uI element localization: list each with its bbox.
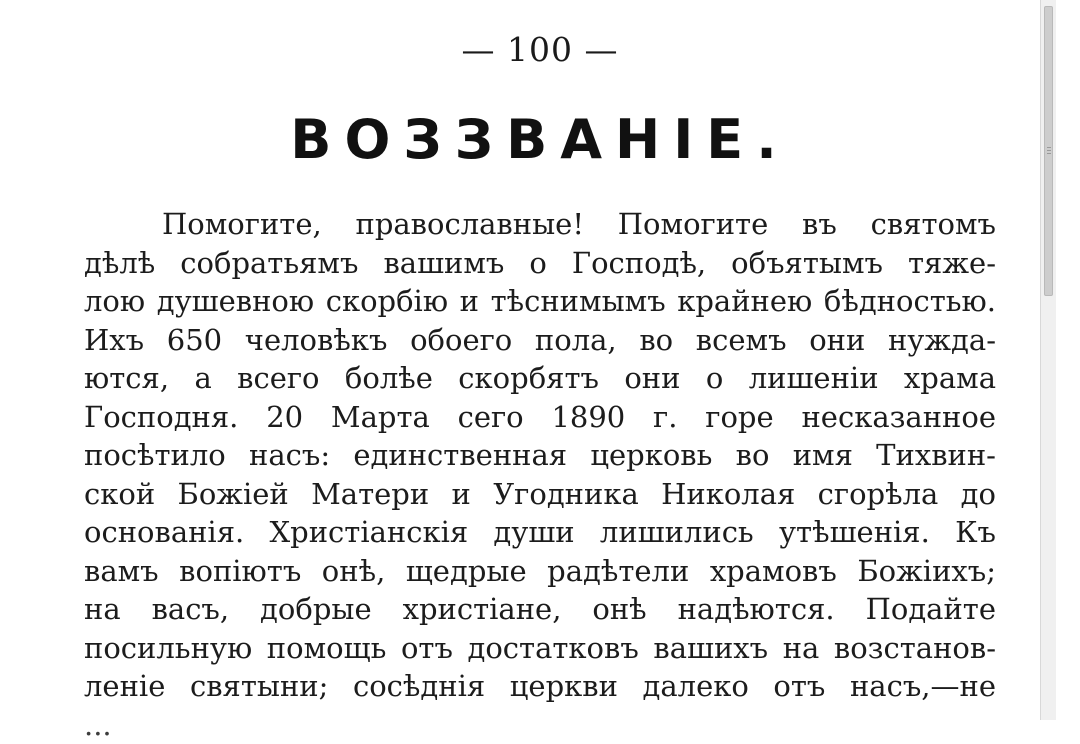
page-title: ВОЗЗВАНІЕ.	[0, 108, 1080, 171]
text-line: ются, а всего болѣе скорбятъ они о лишеніи храма	[84, 359, 996, 398]
grip-icon	[1047, 150, 1051, 151]
text-line: лою душевною скорбію и тѣснимымъ крайнею бѣдностью.	[84, 282, 996, 321]
text-line: ...	[84, 706, 996, 744]
grip-icon	[1047, 147, 1051, 148]
text-line: Помогите, православные! Помогите въ святомъ	[84, 205, 996, 244]
text-line: дѣлѣ собратьямъ вашимъ о Господѣ, объятымъ тяже-	[84, 244, 996, 283]
text-line: посильную помощь отъ достатковъ вашихъ на возстанов-	[84, 629, 996, 668]
text-line: леніе святыни; сосѣднія церкви далеко отъ насъ,—не	[84, 667, 996, 706]
text-line: вамъ вопіютъ онѣ, щедрые радѣтели храмовъ Божіихъ;	[84, 552, 996, 591]
page-number: — 100 —	[0, 30, 1080, 69]
text-line: ской Божіей Матери и Угодника Николая сгорѣла до	[84, 475, 996, 514]
grip-icon	[1047, 153, 1051, 154]
text-line: на васъ, добрые христіане, онѣ надѣются. Подайте	[84, 590, 996, 629]
text-line: посѣтило насъ: единственная церковь во имя Тихвин-	[84, 436, 996, 475]
text-line: Господня. 20 Марта сего 1890 г. горе несказанное	[84, 398, 996, 437]
body-text	[84, 205, 996, 744]
text-line: Ихъ 650 человѣкъ обоего пола, во всемъ они нужда-	[84, 321, 996, 360]
vertical-scrollbar[interactable]	[1040, 0, 1056, 720]
text-line: основанія. Христіанскія души лишились утѣшенія. Къ	[84, 513, 996, 552]
scrollbar-thumb[interactable]	[1044, 6, 1053, 296]
